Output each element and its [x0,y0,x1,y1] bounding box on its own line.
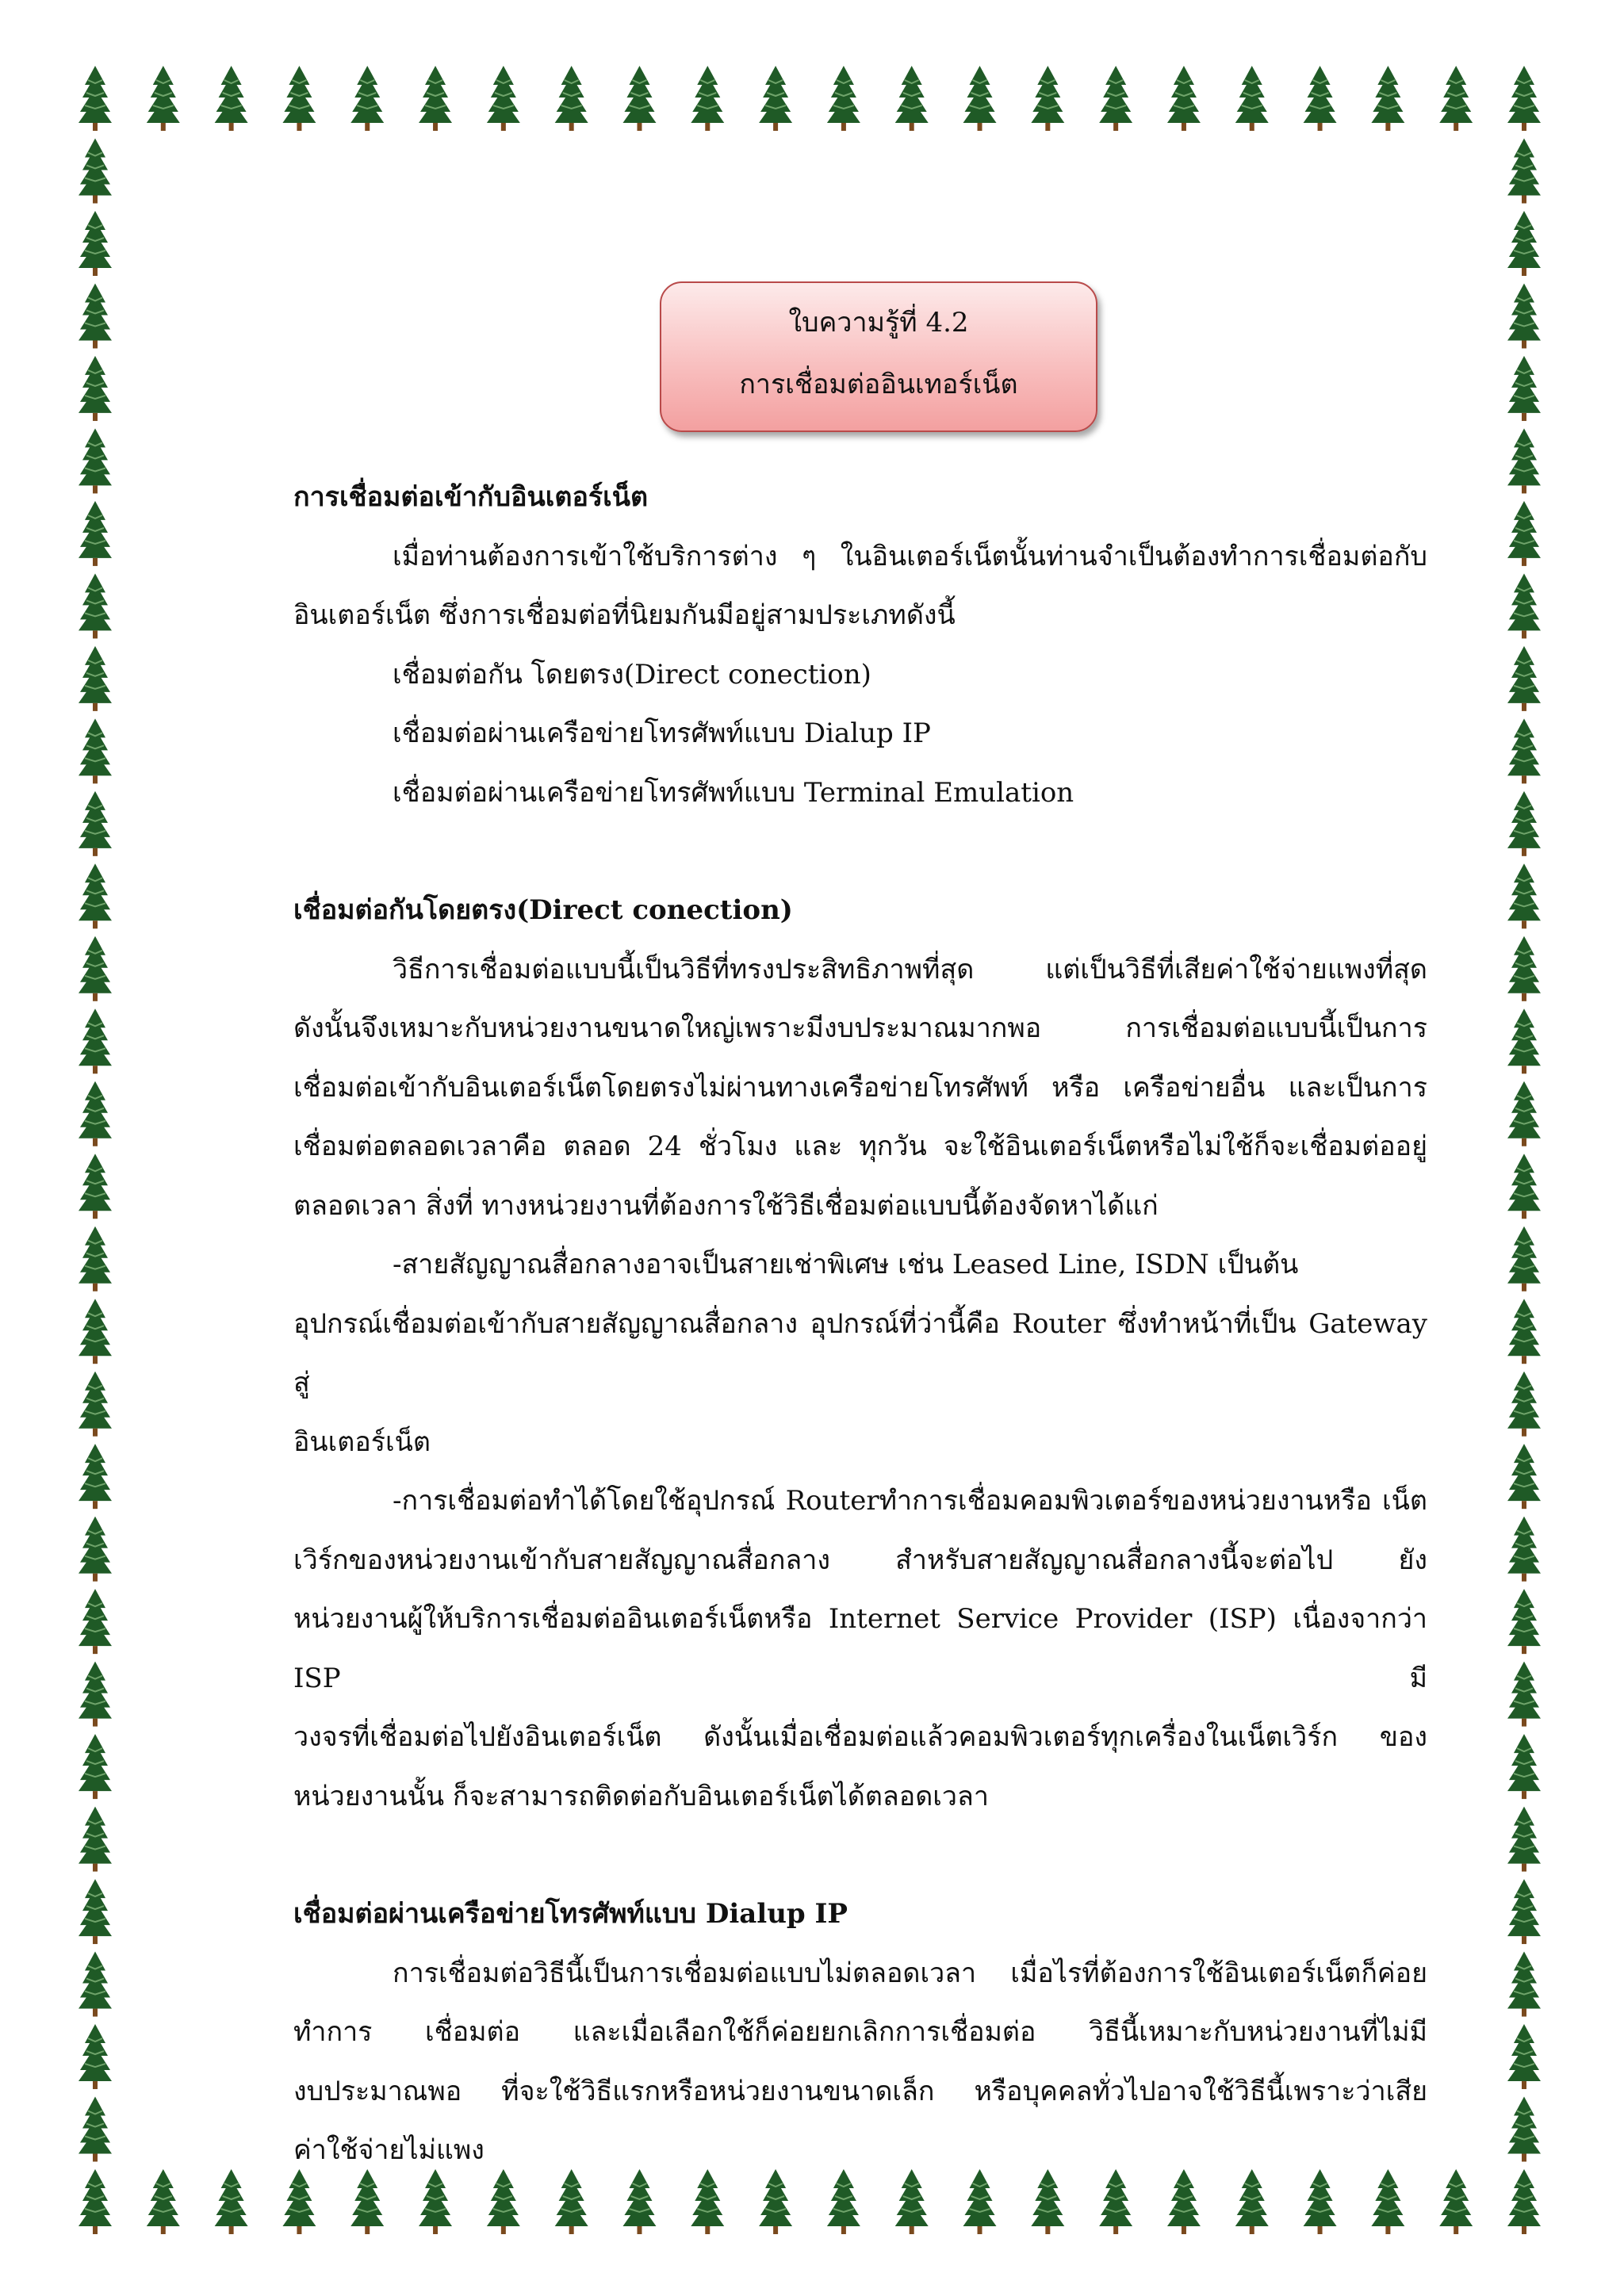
paragraph-line: อุปกรณ์เชื่อมต่อเข้ากับสายสัญญาณสื่อกลาง อุปกรณ์ที่ว่านี้คือ Router ซึ่งทำหน้าที่เป็น Gateway สู่ [293,1307,1427,1399]
pine-tree-icon [79,211,112,276]
pine-tree-icon [79,1589,112,1654]
pine-tree-icon [1304,66,1337,131]
pine-tree-icon [1507,936,1541,1001]
pine-tree-icon [1507,791,1541,856]
spacer [293,822,1427,881]
pine-tree-icon [1507,138,1541,203]
pine-tree-icon [1507,573,1541,638]
paragraph-line: วงจรที่เชื่อมต่อไปยังอินเตอร์เน็ต ดังนั้นเมื่อเชื่อมต่อแล้วคอมพิวเตอร์ทุกเครื่องในเน็ตเวิร์ก ของ [293,1721,1427,1753]
pine-tree-icon [1099,66,1132,131]
paragraph-line: หน่วยงานผู้ให้บริการเชื่อมต่ออินเตอร์เน็ตหรือ Internet Service Provider (ISP) เนื่องจากว่า ISP มี [293,1603,1427,1694]
paragraph-line: เชื่อมต่อเข้ากับอินเตอร์เน็ตโดยตรงไม่ผ่านทางเครือข่ายโทรศัพท์ หรือ เครือข่ายอื่น และเป็นการ [293,1071,1427,1104]
pine-tree-icon [79,863,112,928]
section-heading-intro: การเชื่อมต่อเข้ากับอินเตอร์เน็ต [293,481,649,513]
paragraph-line: วิธีการเชื่อมต่อแบบนี้เป็นวิธีที่ทรงประสิทธิภาพที่สุด แต่เป็นวิธีที่เสียค่าใช้จ่ายแพงที่สุด [393,953,1427,985]
pine-tree-icon [759,66,792,131]
pine-tree-icon [79,2169,112,2234]
pine-tree-icon [79,1299,112,1364]
pine-tree-icon [1371,66,1404,131]
paragraph-line: อินเตอร์เน็ต ซึ่งการเชื่อมต่อที่นิยมกันมีอยู่สามประเภทดังนี้ [293,599,956,631]
pine-tree-icon [1507,66,1541,131]
pine-tree-icon [1439,66,1473,131]
paragraph-line: ทำการ เชื่อมต่อ และเมื่อเลือกใช้ก็ค่อยยกเลิกการเชื่อมต่อ วิธีนี้เหมาะกับหน่วยงานที่ไม่มี [293,2016,1427,2048]
paragraph-line: เมื่อท่านต้องการเข้าใช้บริการต่าง ๆ ในอินเตอร์เน็ตนั้นท่านจำเป็นต้องทำการเชื่อมต่อกับ [393,540,1427,572]
pine-tree-icon [827,66,860,131]
pine-tree-icon [79,138,112,203]
paragraph-line: ค่าใช้จ่ายไม่แพง [293,2134,485,2166]
pine-tree-icon [79,1154,112,1219]
title-line-2: การเชื่อมต่ออินเทอร์เน็ต [739,369,1018,400]
title-box [660,281,1097,432]
pine-tree-icon [350,66,384,131]
paragraph-line: ตลอดเวลา สิ่งที่ ทางหน่วยงานที่ต้องการใช้วิธีเชื่อมต่อแบบนี้ต้องจัดหาได้แก่ [293,1189,1159,1222]
list-item: เชื่อมต่อผ่านเครือข่ายโทรศัพท์แบบ Dialup IP [393,718,931,749]
pine-tree-icon [1235,66,1269,131]
pine-tree-icon [147,66,180,131]
pine-tree-icon [79,1952,112,2017]
pine-tree-icon [79,936,112,1001]
pine-tree-icon [79,791,112,856]
spacer [293,1826,1427,1885]
pine-tree-icon [79,1372,112,1437]
pine-tree-icon [487,66,520,131]
paragraph-line: อินเตอร์เน็ต [293,1425,431,1458]
paragraph-line: การเชื่อมต่อวิธีนี้เป็นการเชื่อมต่อแบบไม่ตลอดเวลา เมื่อไรที่ต้องการใช้อินเตอร์เน็ตก็ค่อย [393,1957,1427,1989]
pine-tree-icon [147,2169,180,2234]
document-body [293,468,1427,2180]
pine-tree-icon [1507,1444,1541,1509]
paragraph-line: หน่วยงานนั้น ก็จะสามารถติดต่อกับอินเตอร์เน็ตได้ตลอดเวลา [293,1780,989,1812]
pine-tree-icon [79,356,112,421]
pine-tree-icon [1507,2097,1541,2162]
pine-tree-icon [79,1226,112,1292]
pine-tree-icon [79,1444,112,1509]
paragraph-line: ดังนั้นจึงเหมาะกับหน่วยงานขนาดใหญ่เพราะมีงบประมาณมากพอ การเชื่อมต่อแบบนี้เป็นการ [293,1012,1427,1044]
pine-tree-icon [1507,1879,1541,1944]
pine-tree-icon [1507,1662,1541,1727]
paragraph-line: -การเชื่อมต่อทำได้โดยใช้อุปกรณ์ Routerทำการเชื่อมคอมพิวเตอร์ของหน่วยงานหรือ เน็ต [393,1485,1427,1517]
pine-tree-icon [1507,2169,1541,2234]
pine-tree-icon [1507,211,1541,276]
pine-tree-icon [79,646,112,711]
pine-tree-icon [1507,646,1541,711]
pine-tree-icon [1507,1154,1541,1219]
paragraph-line: งบประมาณพอ ที่จะใช้วิธีแรกหรือหน่วยงานขนาดเล็ก หรือบุคคลทั่วไปอาจใช้วิธีนี้เพราะว่าเสีย [293,2075,1427,2107]
pine-tree-icon [282,66,316,131]
pine-tree-icon [79,1662,112,1727]
pine-tree-icon [1507,356,1541,421]
pine-tree-icon [1507,718,1541,783]
pine-tree-icon [1507,1372,1541,1437]
pine-tree-icon [419,66,452,131]
pine-tree-icon [79,718,112,783]
list-item: เชื่อมต่อผ่านเครือข่ายโทรศัพท์แบบ Terminal Emulation [393,776,1074,809]
pine-tree-icon [895,66,929,131]
paragraph-line: เชื่อมต่อตลอดเวลาคือ ตลอด 24 ชั่วโมง และ ทุกวัน จะใช้อินเตอร์เน็ตหรือไม่ใช้ก็จะเชื่อมต่ออยู่ [293,1131,1427,1162]
pine-tree-icon [1507,1081,1541,1146]
section-heading-dialup: เชื่อมต่อผ่านเครือข่ายโทรศัพท์แบบ Dialup IP [293,1898,848,1930]
pine-tree-icon [1031,66,1064,131]
section-heading-direct: เชื่อมต่อกันโดยตรง(Direct conection) [293,894,793,926]
pine-tree-icon [1507,1299,1541,1364]
pine-tree-icon [79,1081,112,1146]
pine-tree-icon [622,66,656,131]
paragraph-line: เวิร์กของหน่วยงานเข้ากับสายสัญญาณสื่อกลาง สำหรับสายสัญญาณสื่อกลางนี้จะต่อไป ยัง [293,1544,1427,1576]
pine-tree-icon [79,66,112,131]
pine-tree-icon [1507,1952,1541,2017]
pine-tree-icon [79,2097,112,2162]
pine-tree-icon [1507,501,1541,566]
pine-tree-icon [1167,66,1201,131]
pine-tree-icon [79,283,112,348]
pine-tree-icon [1507,1589,1541,1654]
pine-tree-icon [1507,1734,1541,1799]
pine-tree-icon [79,2024,112,2089]
pine-tree-icon [1507,863,1541,928]
pine-tree-icon [79,573,112,638]
pine-tree-icon [79,428,112,493]
pine-tree-icon [79,1734,112,1799]
pine-tree-icon [215,66,248,131]
pine-tree-icon [79,501,112,566]
pine-tree-icon [691,66,724,131]
pine-tree-icon [1507,1008,1541,1073]
pine-tree-icon [1507,1226,1541,1292]
pine-tree-icon [963,66,997,131]
pine-tree-icon [1507,2024,1541,2089]
pine-tree-icon [1507,283,1541,348]
pine-tree-icon [79,1517,112,1582]
pine-tree-icon [555,66,588,131]
pine-tree-icon [79,1879,112,1944]
pine-tree-icon [79,1807,112,1872]
pine-tree-icon [79,1008,112,1073]
list-item: เชื่อมต่อกัน โดยตรง(Direct conection) [393,658,871,691]
pine-tree-icon [1507,1517,1541,1582]
pine-tree-icon [1439,2169,1473,2234]
pine-tree-icon [215,2169,248,2234]
paragraph-line: -สายสัญญาณสื่อกลางอาจเป็นสายเช่าพิเศษ เช่น Leased Line, ISDN เป็นต้น [393,1249,1299,1280]
title-line-1: ใบความรู้ที่ 4.2 [788,307,969,339]
pine-tree-icon [1507,1807,1541,1872]
pine-tree-icon [1507,428,1541,493]
